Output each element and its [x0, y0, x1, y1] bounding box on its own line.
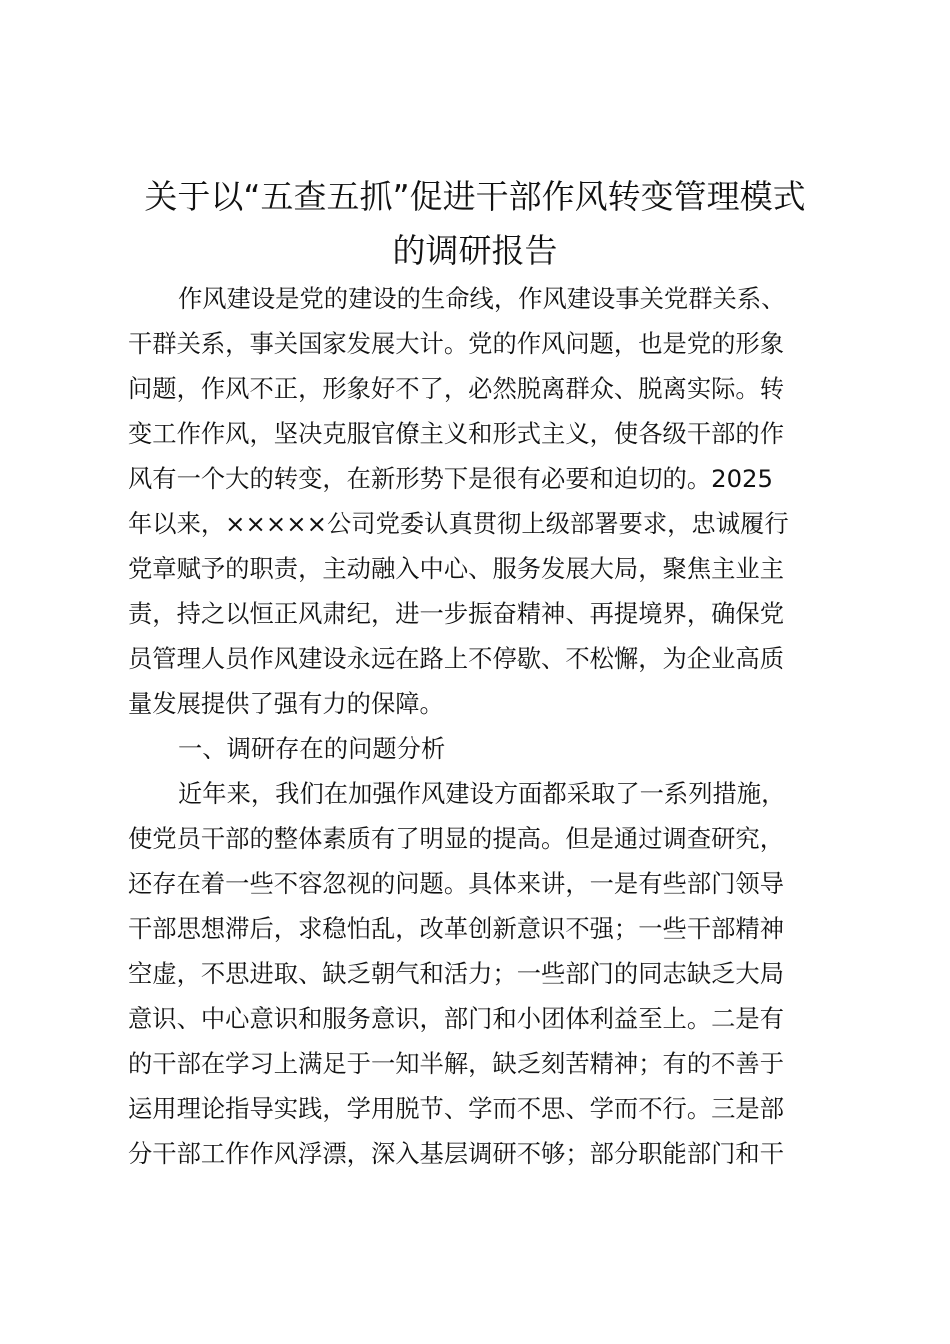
text-line: 风有一个大的转变，在新形势下是很有必要和迫切的。2025	[128, 464, 773, 493]
document-title	[110, 170, 840, 278]
text-line: 责，持之以恒正风肃纪，进一步振奋精神、再提境界，确保党	[128, 599, 785, 628]
paragraph-intro	[128, 276, 828, 726]
text-line: 党章赋予的职责，主动融入中心、服务发展大局，聚焦主业主	[128, 554, 785, 583]
section-heading: 一、调研存在的问题分析	[178, 734, 446, 763]
text-line: 量发展提供了强有力的保障。	[128, 689, 444, 718]
title-line-1: 关于以“五查五抓”促进干部作风转变管理模式	[144, 177, 806, 216]
text-line: 问题，作风不正，形象好不了，必然脱离群众、脱离实际。转	[128, 374, 785, 403]
text-line: 还存在着一些不容忽视的问题。具体来讲，一是有些部门领导	[128, 869, 785, 898]
text-line: 近年来，我们在加强作风建设方面都采取了一系列措施，	[178, 779, 786, 808]
text-line: 运用理论指导实践，学用脱节、学而不思、学而不行。三是部	[128, 1094, 785, 1123]
text-line: 分干部工作作风浮漂，深入基层调研不够；部分职能部门和干	[128, 1139, 785, 1168]
text-line: 使党员干部的整体素质有了明显的提高。但是通过调查研究，	[128, 824, 785, 853]
text-line: 年以来，×××××公司党委认真贯彻上级部署要求，忠诚履行	[128, 509, 789, 538]
text-line: 干群关系，事关国家发展大计。党的作风问题，也是党的形象	[128, 329, 785, 358]
document-body	[128, 276, 828, 1176]
text-line: 空虚，不思进取、缺乏朝气和活力；一些部门的同志缺乏大局	[128, 959, 785, 988]
text-line: 干部思想滞后，求稳怕乱，改革创新意识不强；一些干部精神	[128, 914, 785, 943]
text-line: 的干部在学习上满足于一知半解，缺乏刻苦精神；有的不善于	[128, 1049, 785, 1078]
text-line: 员管理人员作风建设永远在路上不停歇、不松懈，为企业高质	[128, 644, 785, 673]
text-line: 意识、中心意识和服务意识，部门和小团体利益至上。二是有	[128, 1004, 785, 1033]
paragraph-problems	[128, 771, 828, 1176]
text-line: 变工作作风，坚决克服官僚主义和形式主义，使各级干部的作	[128, 419, 785, 448]
title-line-2: 的调研报告	[392, 231, 558, 270]
text-line: 作风建设是党的建设的生命线，作风建设事关党群关系、	[178, 284, 786, 313]
